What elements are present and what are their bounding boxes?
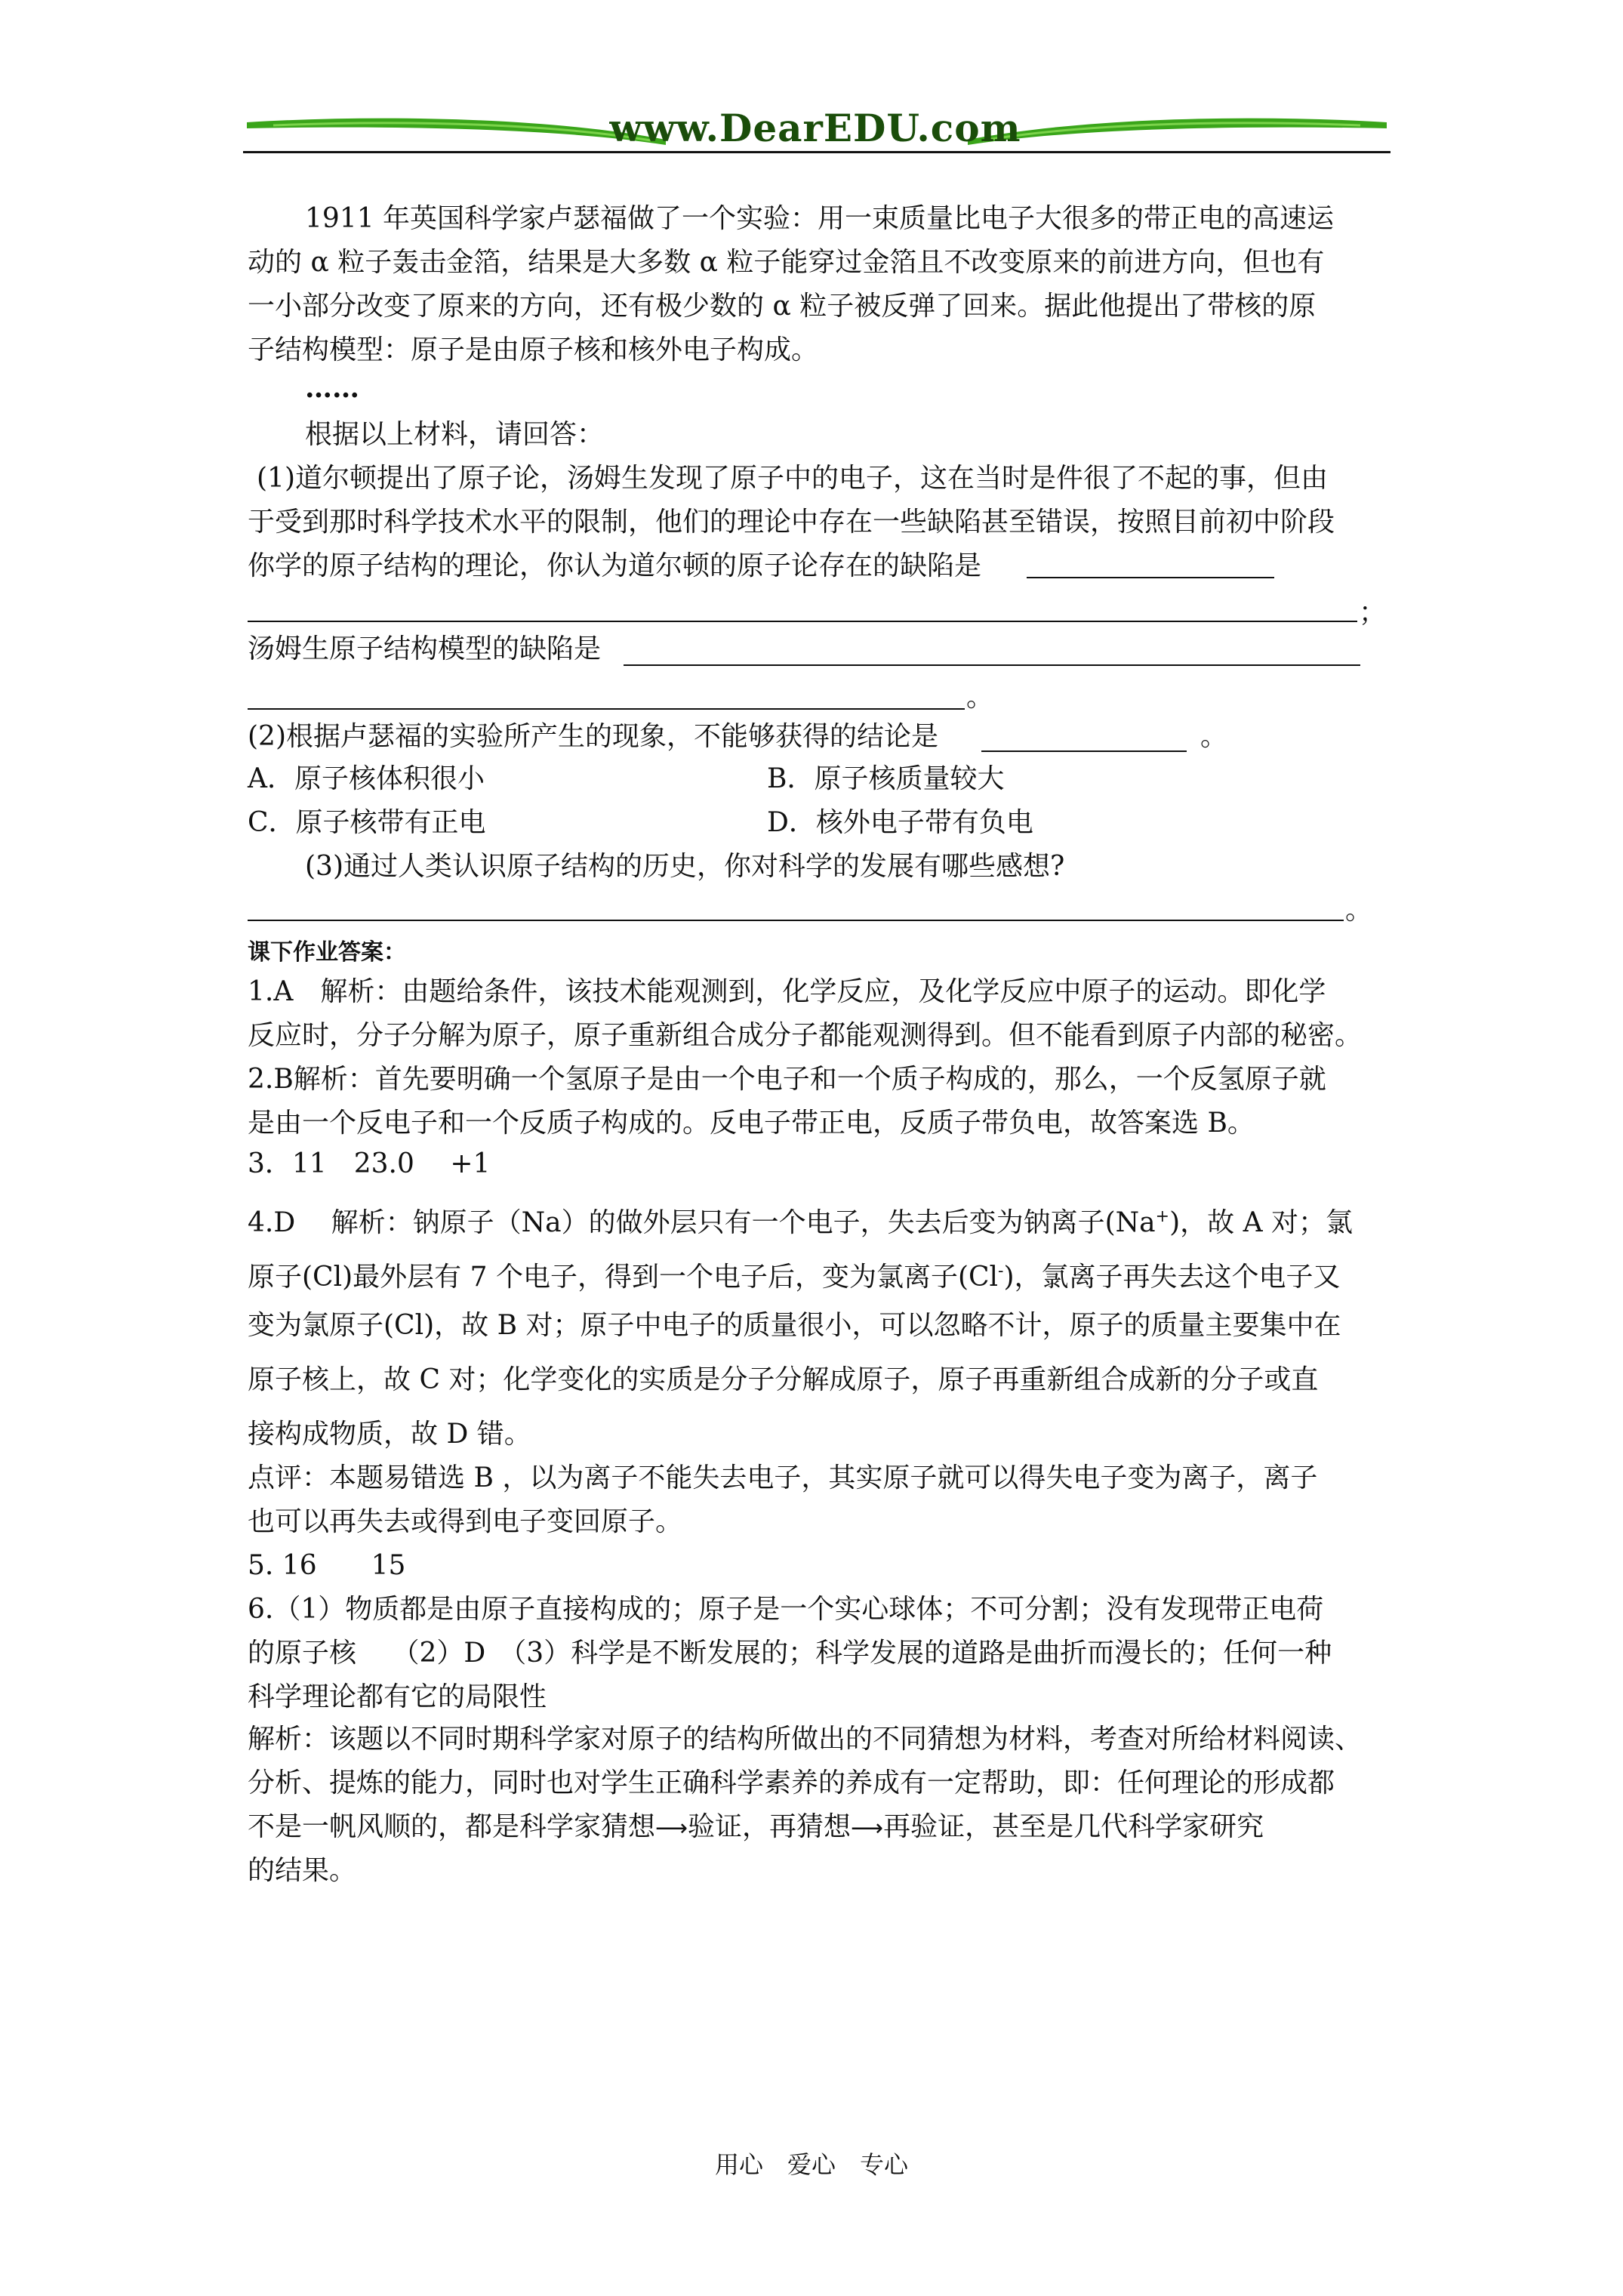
intro-prompt: 根据以上材料，请回答： (305, 419, 605, 450)
answer-3: 3．11 23.0 +1 (248, 1148, 491, 1179)
header-rule (243, 151, 1390, 153)
right-arrow-icon: ⟶ (655, 1815, 688, 1841)
q1-answer-blank-thomson-2[interactable] (248, 708, 965, 710)
sodium-ion-charge: + (1155, 1207, 1170, 1226)
intro-line-4: 子结构模型：原子是由原子核和核外电子构成。 (248, 334, 819, 365)
q1-line-1: (1)道尔顿提出了原子论，汤姆生发现了原子中的电子，这在当时是件很了不起的事，但由 (257, 463, 1328, 494)
answer-2-line-1: 2.B解析：首先要明确一个氢原子是由一个电子和一个质子构成的，那么，一个反氢原子就 (248, 1064, 1326, 1095)
answer-4-line-3: 变为氯原子(Cl)，故 B 对；原子中电子的质量很小，可以忽略不计，原子的质量主要集中在 (248, 1310, 1341, 1341)
answer-4-line-1 (248, 1200, 1353, 1240)
chloride-ion-charge: - (998, 1262, 1004, 1281)
answer-6-line-2: 的原子核 （2）D （3）科学是不断发展的；科学发展的道路是曲折而漫长的；任何一种 (248, 1638, 1332, 1669)
answer-4-line-1-end: )，故 A 对；氯 (1169, 1207, 1354, 1238)
answers-heading: 课下作业答案： (248, 939, 406, 966)
answer-4-line-1-text: 4.D 解析：钠原子（Na）的做外层只有一个电子，失去后变为钠离子(Na (248, 1207, 1156, 1238)
q3-period: 。 (1345, 895, 1373, 926)
intro-line-3: 一小部分改变了原来的方向，还有极少数的 α 粒子被反弹了回来。据此他提出了带核的原 (248, 291, 1317, 322)
right-arrow-icon: ⟶ (851, 1815, 884, 1841)
q1-period: 。 (966, 682, 994, 713)
q1-answer-blank-dalton[interactable] (1027, 577, 1274, 578)
analysis-line-3-part-3: 再验证，甚至是几代科学家研究 (883, 1811, 1264, 1842)
comment-line-2: 也可以再失去或得到电子变回原子。 (248, 1506, 683, 1537)
analysis-line-2: 分析、提炼的能力，同时也对学生正确科学素养的养成有一定帮助，即：任何理论的形成都 (248, 1767, 1335, 1798)
q2-stem: (2)根据卢瑟福的实验所产生的现象，不能够获得的结论是 (248, 721, 938, 752)
analysis-line-3-part-2: 验证，再猜想 (688, 1811, 852, 1842)
answer-4-line-2-end: )，氯离子再失去这个电子又 (1003, 1262, 1341, 1293)
q1-answer-blank-thomson[interactable] (624, 664, 1360, 666)
answer-1-line-2: 反应时，分子分解为原子，原子重新组合成分子都能观测得到。但不能看到原子内部的秘密。 (248, 1020, 1363, 1051)
q1-line-4: 汤姆生原子结构模型的缺陷是 (248, 633, 602, 664)
comment-line-1: 点评：本题易错选 B ，以为离子不能失去电子，其实原子就可以得失电子变为离子，离子 (248, 1462, 1318, 1493)
page-footer: 用心 爱心 专心 (714, 2150, 908, 2179)
intro-ellipsis: …… (305, 372, 359, 404)
answer-4-line-2-text: 原子(Cl)最外层有 7 个电子，得到一个电子后，变为氯离子(Cl (248, 1262, 999, 1293)
q2-answer-blank[interactable] (981, 750, 1187, 752)
q1-line-2: 于受到那时科学技术水平的限制，他们的理论中存在一些缺陷甚至错误，按照目前初中阶段 (248, 507, 1335, 538)
q1-line-3: 你学的原子结构的理论，你认为道尔顿的原子论存在的缺陷是 (248, 550, 982, 581)
q2-option-b: B．原子核质量较大 (767, 763, 1005, 794)
analysis-line-3-part-1: 不是一帆风顺的，都是科学家猜想 (248, 1811, 656, 1842)
q3-stem: (3)通过人类认识原子结构的历史，你对科学的发展有哪些感想? (305, 851, 1065, 882)
q2-option-c: C．原子核带有正电 (248, 807, 486, 838)
q3-answer-blank[interactable] (248, 920, 1344, 921)
q2-option-a: A．原子核体积很小 (248, 763, 485, 794)
intro-line-2: 动的 α 粒子轰击金箔，结果是大多数 α 粒子能穿过金箔且不改变原来的前进方向，但也有 (248, 247, 1325, 278)
q1-answer-blank-dalton-2[interactable] (248, 621, 1357, 622)
site-logo-text: www.DearEDU.com (609, 106, 1021, 150)
analysis-line-1: 解析：该题以不同时期科学家对原子的结构所做出的不同猜想为材料，考查对所给材料阅读、 (248, 1724, 1363, 1755)
answer-5: 5. 16 15 (248, 1550, 406, 1581)
answer-1-line-1: 1.A 解析：由题给条件，该技术能观测到，化学反应，及化学反应中原子的运动。即化学 (248, 976, 1326, 1007)
answer-4-line-4: 原子核上，故 C 对；化学变化的实质是分子分解成原子，原子再重新组合成新的分子或直 (248, 1364, 1319, 1395)
answer-4-line-2 (248, 1255, 1341, 1294)
answer-2-line-2: 是由一个反电子和一个反质子构成的。反电子带正电，反质子带负电，故答案选 B。 (248, 1108, 1255, 1139)
q2-option-d: D．核外电子带有负电 (767, 807, 1033, 838)
analysis-line-3 (248, 1811, 1264, 1845)
q2-stem-end: 。 (1200, 721, 1228, 752)
analysis-line-4: 的结果。 (248, 1855, 357, 1886)
answer-6-line-1: 6.（1）物质都是由原子直接构成的；原子是一个实心球体；不可分割；没有发现带正电荷 (248, 1594, 1324, 1625)
intro-line-1: 1911 年英国科学家卢瑟福做了一个实验：用一束质量比电子大很多的带正电的高速运 (305, 203, 1335, 234)
answer-6-line-3: 科学理论都有它的局限性 (248, 1681, 547, 1712)
q1-semicolon: ； (1359, 597, 1387, 628)
answer-4-line-5: 接构成物质，故 D 错。 (248, 1419, 531, 1450)
